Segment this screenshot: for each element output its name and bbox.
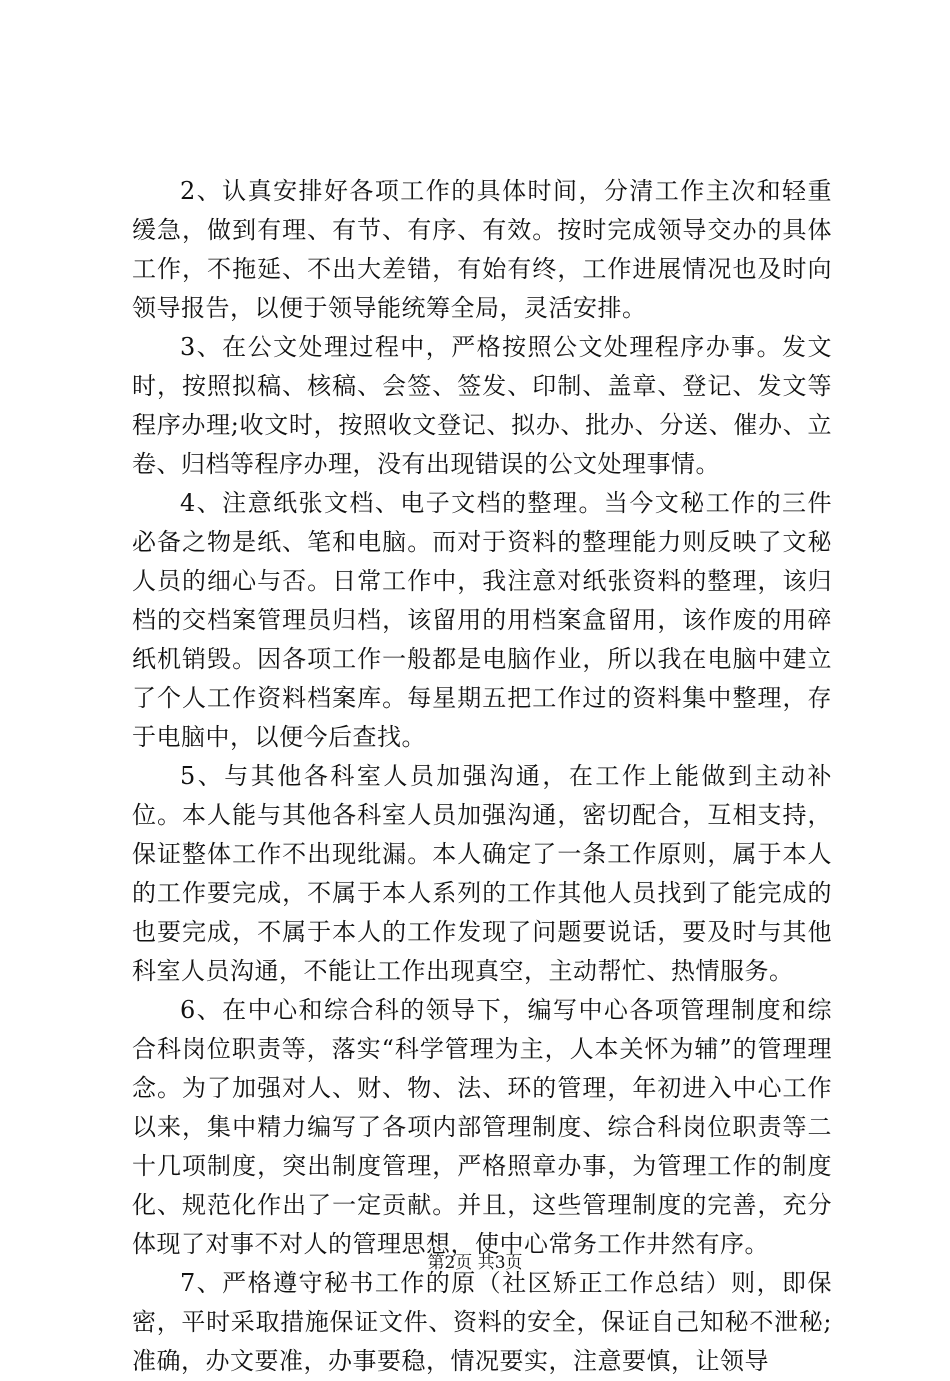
paragraph-7: 7、严格遵守秘书工作的原（社区矫正工作总结）则，即保密，平时采取措施保证文件、资料的安全，保证自己知秘不泄秘;准确，办文要准，办事要稳，情况要实，注意要慎，让领导 bbox=[132, 1269, 832, 1375]
document-body bbox=[132, 172, 832, 1381]
paragraph-4: 4、注意纸张文档、电子文档的整理。当今文秘工作的三件必备之物是纸、笔和电脑。而对于资料的整理能力则反映了文秘人员的细心与否。日常工作中，我注意对纸张资料的整理，该归档的交档案管理员归档，该留用的用档案盒留用，该作废的用碎纸机销毁。因各项工作一般都是电脑作业，所以我在电脑中建立了个人工作资料档案库。每星期五把工作过的资料集中整理，存于电脑中，以便今后查找。 bbox=[132, 489, 832, 751]
paragraph-2: 2、认真安排好各项工作的具体时间，分清工作主次和轻重缓急，做到有理、有节、有序、有效。按时完成领导交办的具体工作，不拖延、不出大差错，有始有终，工作进展情况也及时向领导报告，以便于领导能统筹全局，灵活安排。 bbox=[132, 177, 832, 322]
paragraph-6: 6、在中心和综合科的领导下，编写中心各项管理制度和综合科岗位职责等，落实“科学管理为主，人本关怀为辅”的管理理念。为了加强对人、财、物、法、环的管理，年初进入中心工作以来，集中精力编写了各项内部管理制度、综合科岗位职责等二十几项制度，突出制度管理，严格照章办事，为管理工作的制度化、规范化作出了一定贡献。并且，这些管理制度的完善，充分体现了对事不对人的管理思想，使中心常务工作井然有序。 bbox=[132, 996, 832, 1258]
paragraph-5: 5、与其他各科室人员加强沟通，在工作上能做到主动补位。本人能与其他各科室人员加强沟通，密切配合，互相支持，保证整体工作不出现纰漏。本人确定了一条工作原则，属于本人的工作要完成，不属于本人系列的工作其他人员找到了能完成的也要完成，不属于本人的工作发现了问题要说话，要及时与其他科室人员沟通，不能让工作出现真空，主动帮忙、热情服务。 bbox=[132, 762, 832, 985]
page-number-footer: 第2页 共3页 bbox=[427, 1253, 523, 1273]
paragraph-3: 3、在公文处理过程中，严格按照公文处理程序办事。发文时，按照拟稿、核稿、会签、签发、印制、盖章、登记、发文等程序办理;收文时，按照收文登记、拟办、批办、分送、催办、立卷、归档等程序办理，没有出现错误的公文处理事情。 bbox=[132, 333, 832, 478]
